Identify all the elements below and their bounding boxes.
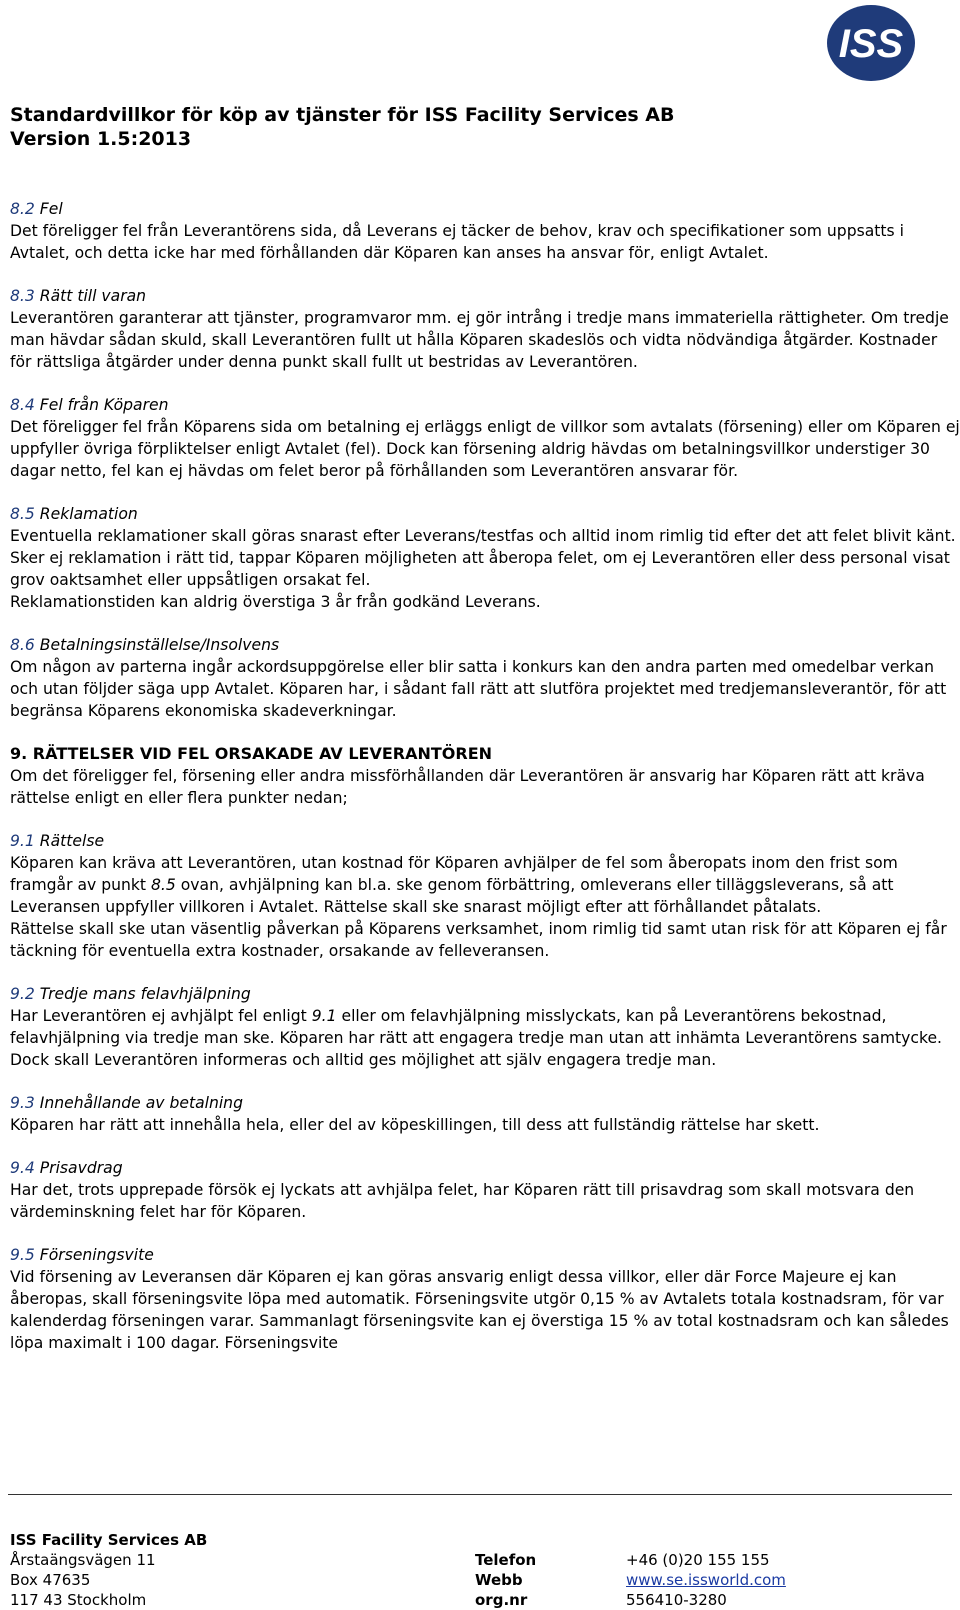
footer-company: ISS Facility Services AB: [10, 1531, 208, 1549]
section-body: Eventuella reklamationer skall göras snarast efter Leverans/testfas och alltid inom rimlig tid efter det att felet blivit känt. Sker ej reklamation i rätt tid, tappar Köparen möjligheten att åberopa felet, om ej Leverantören eller dess personal visat grov oaktsamhet eller uppsåtligen orsakat fel.: [10, 527, 956, 589]
section-body-2: Rättelse skall ske utan väsentlig påverkan på Köparens verksamhet, inom rimlig tid samt utan risk för att Köparen ej får täckning för eventuella extra kostnader, orsakande av felleveransen.: [10, 920, 947, 960]
section-9: [10, 743, 960, 809]
section-number: 8.4: [10, 396, 35, 414]
body-text: Köparen kan kräva att Leverantören, utan kostnad för Köparen avhjälper de fel som åberopats inom den frist som framgår av punkt: [10, 854, 898, 894]
section-heading: Rättelse: [39, 832, 105, 850]
section-8-3: [10, 285, 960, 373]
section-8-5: [10, 503, 960, 613]
section-9-2: [10, 983, 960, 1071]
body-text: Har Leverantören ej avhjälpt fel enligt: [10, 1007, 312, 1025]
section-number: 8.3: [10, 287, 35, 305]
section-number: 9.3: [10, 1094, 35, 1112]
section-heading: Rätt till varan: [39, 287, 147, 305]
footer-phone: +46 (0)20 155 155: [626, 1551, 770, 1569]
section-number: 9.5: [10, 1246, 35, 1264]
footer-values: [626, 1550, 786, 1610]
section-body: [10, 852, 960, 918]
section-number: 8.5: [10, 505, 35, 523]
section-body: Om någon av parterna ingår ackordsuppgörelse eller blir satta i konkurs kan den andra parten med omedelbar verkan och utan följder säga upp Avtalet. Köparen har, i sådant fall rätt att slutföra projektet med tredjemansleverantör, för att begränsa Köparens ekonomiska skadeverkningar.: [10, 658, 947, 720]
section-body: Det föreligger fel från Leverantörens sida, då Leverans ej täcker de behov, krav och specifikationer som uppsatts i Avtalet, och detta icke har med förhållanden där Köparen kan anses ha ansvar för, enligt Avtalet.: [10, 222, 904, 262]
svg-text:ISS: ISS: [838, 22, 904, 66]
section-heading: Förseningsvite: [39, 1246, 154, 1264]
section-9-4: [10, 1157, 960, 1223]
footer-web-link[interactable]: www.se.issworld.com: [626, 1571, 786, 1589]
section-body: [10, 1005, 960, 1071]
section-body: Om det föreligger fel, försening eller andra missförhållanden där Leverantören är ansvarig har Köparen rätt att kräva rättelse enligt en eller flera punkter nedan;: [10, 767, 925, 807]
section-heading: Betalningsinställelse/Insolvens: [39, 636, 280, 654]
footer-address-line-3: 117 43 Stockholm: [10, 1591, 147, 1609]
section-reference: 9.1: [311, 1007, 337, 1025]
section-number: 9.4: [10, 1159, 35, 1177]
section-body: Leverantören garanterar att tjänster, programvaror mm. ej gör intrång i tredje mans immateriella rättigheter. Om tredje man hävdar sådan skuld, skall Leverantören fullt ut hålla Köparen skadeslös och vidta nödvändiga åtgärder. Kostnader för rättsliga åtgärder under denna punkt skall fullt ut bestridas av Leverantören.: [10, 309, 949, 371]
iss-logo: [825, 3, 917, 83]
title-line-1: Standardvillkor för köp av tjänster för ISS Facility Services AB: [10, 104, 675, 126]
section-reference: 8.5: [150, 876, 176, 894]
section-body: Det föreligger fel från Köparens sida om betalning ej erläggs enligt de villkor som avtalats (försening) eller om Köparen ej uppfyller övriga förpliktelser enligt Avtalet (fel). Dock kan försening aldrig hävdas om betalningsvillkor understiger 30 dagar netto, fel kan ej hävdas om felet beror på förhållanden som Leverantören ansvarar för.: [10, 418, 960, 480]
footer-org-number: 556410-3280: [626, 1591, 727, 1609]
chapter-heading: 9. RÄTTELSER VID FEL ORSAKADE AV LEVERANTÖREN: [10, 744, 493, 763]
section-8-4: [10, 394, 960, 482]
section-number: 8.2: [10, 200, 35, 218]
section-body: Har det, trots upprepade försök ej lyckats att avhjälpa felet, har Köparen rätt till prisavdrag som skall motsvara den värdeminskning felet har för Köparen.: [10, 1181, 915, 1221]
footer-phone-label: Telefon: [475, 1551, 537, 1569]
section-heading: Fel: [39, 200, 63, 218]
footer-web-label: Webb: [475, 1571, 523, 1589]
footer-address: [10, 1530, 207, 1610]
section-9-3: [10, 1092, 960, 1136]
section-8-6: [10, 634, 960, 722]
section-number: 9.1: [10, 832, 35, 850]
section-number: 8.6: [10, 636, 35, 654]
footer-divider: [8, 1494, 952, 1495]
document-title: [10, 103, 675, 151]
footer-labels: [475, 1550, 536, 1610]
title-line-2: Version 1.5:2013: [10, 128, 192, 150]
section-heading: Tredje mans felavhjälpning: [39, 985, 251, 1003]
body-text: ovan, avhjälpning kan bl.a. ske genom förbättring, omleverans eller tilläggsleverans, så att Leveransen uppfyller villkoren i Avtalet. Rättelse skall ske snarast möjligt efter att förhållandet påtalats.: [10, 876, 894, 916]
section-number: 9.2: [10, 985, 35, 1003]
section-heading: Fel från Köparen: [39, 396, 169, 414]
footer-address-line-2: Box 47635: [10, 1571, 91, 1589]
section-9-1: [10, 830, 960, 962]
section-heading: Innehållande av betalning: [39, 1094, 243, 1112]
document-body: [10, 198, 960, 1375]
section-heading: Reklamation: [39, 505, 138, 523]
section-body-2: Reklamationstiden kan aldrig överstiga 3 år från godkänd Leverans.: [10, 593, 541, 611]
section-body: Köparen har rätt att innehålla hela, eller del av köpeskillingen, till dess att fullständig rättelse har skett.: [10, 1116, 820, 1134]
body-text: eller om felavhjälpning misslyckats, kan på Leverantörens bekostnad, felavhjälpning via tredje man ske. Köparen har rätt att engagera tredje man utan att inhämta Leverantörens samtycke. Dock skall Leverantören informeras och alltid ges möjlighet att själv engagera tredje man.: [10, 1007, 942, 1069]
section-9-5: [10, 1244, 960, 1354]
section-body: Vid försening av Leveransen där Köparen ej kan göras ansvarig enligt dessa villkor, eller där Force Majeure ej kan åberopas, skall förseningsvite löpa med automatik. Förseningsvite utgör 0,15 % av Avtalets totala kostnadsram, för var kalenderdag förseningen varar. Sammanlagt förseningsvite kan ej överstiga 15 % av total kostnadsram och kan således löpa maximalt i 100 dagar. Förseningsvite: [10, 1268, 949, 1352]
section-8-2: [10, 198, 960, 264]
section-heading: Prisavdrag: [39, 1159, 123, 1177]
footer-address-line-1: Årstaängsvägen 11: [10, 1551, 156, 1569]
footer-org-label: org.nr: [475, 1591, 528, 1609]
